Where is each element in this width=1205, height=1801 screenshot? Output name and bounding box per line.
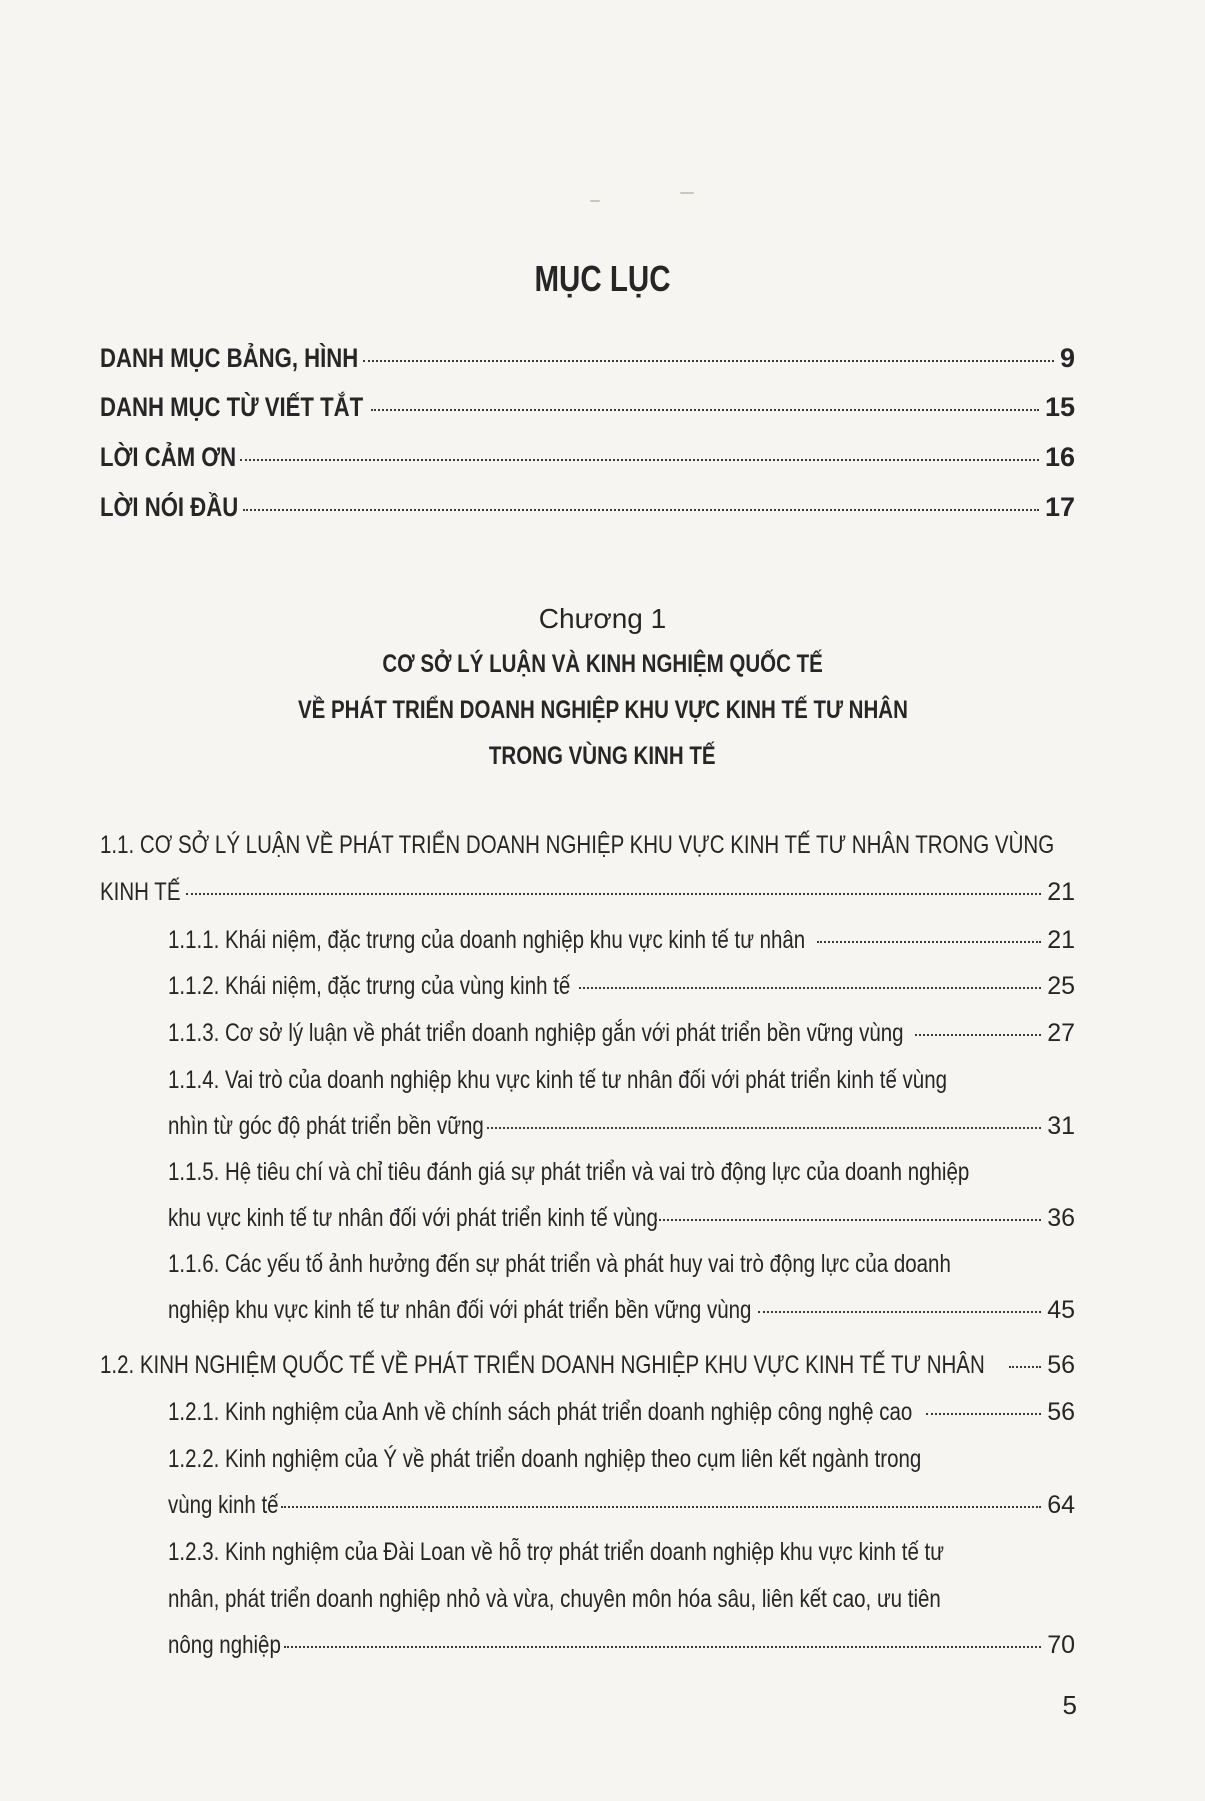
toc-entry-line: 1.1.6. Các yếu tố ảnh hưởng đến sự phát triển và phát huy vai trò động lực của doanh: [168, 1250, 951, 1278]
toc-entry-line: 1.2.2. Kinh nghiệm của Ý về phát triển doanh nghiệp theo cụm liên kết ngành trong: [168, 1445, 922, 1473]
toc-entry-label: DANH MỤC BẢNG, HÌNH: [100, 343, 359, 373]
leader-dots: [926, 1413, 1042, 1415]
leader-dots: [281, 1506, 1041, 1508]
toc-entry-page: 16: [1044, 442, 1075, 472]
toc-entry-front[interactable]: [100, 492, 1075, 522]
scan-speck: [680, 192, 694, 194]
leader-dots: [1009, 1366, 1041, 1368]
toc-entry-line: 1.1. CƠ SỞ LÝ LUẬN VỀ PHÁT TRIỂN DOANH NGHIỆP KHU VỰC KINH TẾ TƯ NHÂN TRONG VÙNG: [100, 831, 1055, 859]
toc-entry-line: nhân, phát triển doanh nghiệp nhỏ và vừa, chuyên môn hóa sâu, liên kết cao, ưu tiên: [168, 1585, 941, 1613]
toc-entry-line: 1.1.5. Hệ tiêu chí và chỉ tiêu đánh giá sự phát triển và vai trò động lực của doanh nghiệp: [168, 1158, 970, 1186]
toc-entry-line: 1.1.4. Vai trò của doanh nghiệp khu vực kinh tế tư nhân đối với phát triển kinh tế vùng: [168, 1066, 947, 1094]
leader-dots: [915, 1034, 1041, 1036]
chapter-title-line: CƠ SỞ LÝ LUẬN VÀ KINH NGHIỆM QUỐC TẾ: [382, 650, 823, 678]
toc-entry-subsection[interactable]: vùng kinh tế 64: [168, 1491, 1075, 1519]
chapter-heading: [0, 603, 1205, 779]
leader-dots: [655, 1219, 1041, 1221]
chapter-title-line: TRONG VÙNG KINH TẾ: [489, 742, 716, 770]
toc-entry-subsection[interactable]: 1.1.3. Cơ sở lý luận về phát triển doanh nghiệp gắn với phát triển bền vững vùng 27: [168, 1019, 1075, 1047]
toc-entry-page: 15: [1044, 392, 1075, 422]
toc-entry-front[interactable]: [100, 442, 1075, 472]
toc-entry-subsection[interactable]: 1.2.1. Kinh nghiệm của Anh về chính sách phát triển doanh nghiệp công nghệ cao 56: [168, 1398, 1075, 1426]
page-number: 5: [1062, 1690, 1077, 1720]
leader-dots: [243, 509, 1039, 511]
leader-dots: [186, 893, 1041, 895]
toc-entry-label: LỜI NÓI ĐẦU: [100, 492, 239, 522]
leader-dots: [817, 941, 1041, 943]
toc-entry-label: DANH MỤC TỪ VIẾT TẮT: [100, 392, 364, 422]
leader-dots: [240, 459, 1039, 461]
toc-entry-subsection[interactable]: nông nghiệp 70: [168, 1631, 1075, 1659]
toc-entry-subsection[interactable]: khu vực kinh tế tư nhân đối với phát triển kinh tế vùng 36: [168, 1204, 1075, 1232]
leader-dots: [284, 1646, 1042, 1648]
toc-entry-subsection[interactable]: 1.1.2. Khái niệm, đặc trưng của vùng kinh tế 25: [168, 972, 1075, 1000]
chapter-number: Chương 1: [538, 603, 667, 634]
leader-dots: [758, 1311, 1042, 1313]
leader-dots: [579, 987, 1042, 989]
toc-entry-subsection[interactable]: nghiệp khu vực kinh tế tư nhân đối với phát triển bền vững vùng 45: [168, 1296, 1075, 1324]
toc-entry-label: LỜI CẢM ƠN: [100, 442, 237, 472]
scan-speck: [590, 200, 600, 202]
toc-entry-section[interactable]: KINH TẾ 21: [100, 878, 1075, 906]
toc-entry-section[interactable]: 1.2. KINH NGHIỆM QUỐC TẾ VỀ PHÁT TRIỂN DOANH NGHIỆP KHU VỰC KINH TẾ TƯ NHÂN 56: [100, 1351, 1075, 1379]
leader-dots: [363, 360, 1054, 362]
chapter-title-line: VỀ PHÁT TRIỂN DOANH NGHIỆP KHU VỰC KINH TẾ TƯ NHÂN: [297, 696, 908, 724]
toc-entry-subsection[interactable]: 1.1.1. Khái niệm, đặc trưng của doanh nghiệp khu vực kinh tế tư nhân 21: [168, 926, 1075, 954]
toc-entry-page: 17: [1044, 492, 1075, 522]
toc-entry-line: 1.2.3. Kinh nghiệm của Đài Loan về hỗ trợ phát triển doanh nghiệp khu vực kinh tế tư: [168, 1538, 944, 1566]
page-title: MỤC LỤC: [534, 258, 671, 299]
toc-entry-front[interactable]: [100, 343, 1075, 373]
leader-dots: [371, 409, 1039, 411]
toc-entry-page: 9: [1059, 343, 1075, 373]
leader-dots: [487, 1127, 1041, 1129]
toc-entry-front[interactable]: [100, 392, 1075, 422]
toc-entry-subsection[interactable]: nhìn từ góc độ phát triển bền vững 31: [168, 1112, 1075, 1140]
